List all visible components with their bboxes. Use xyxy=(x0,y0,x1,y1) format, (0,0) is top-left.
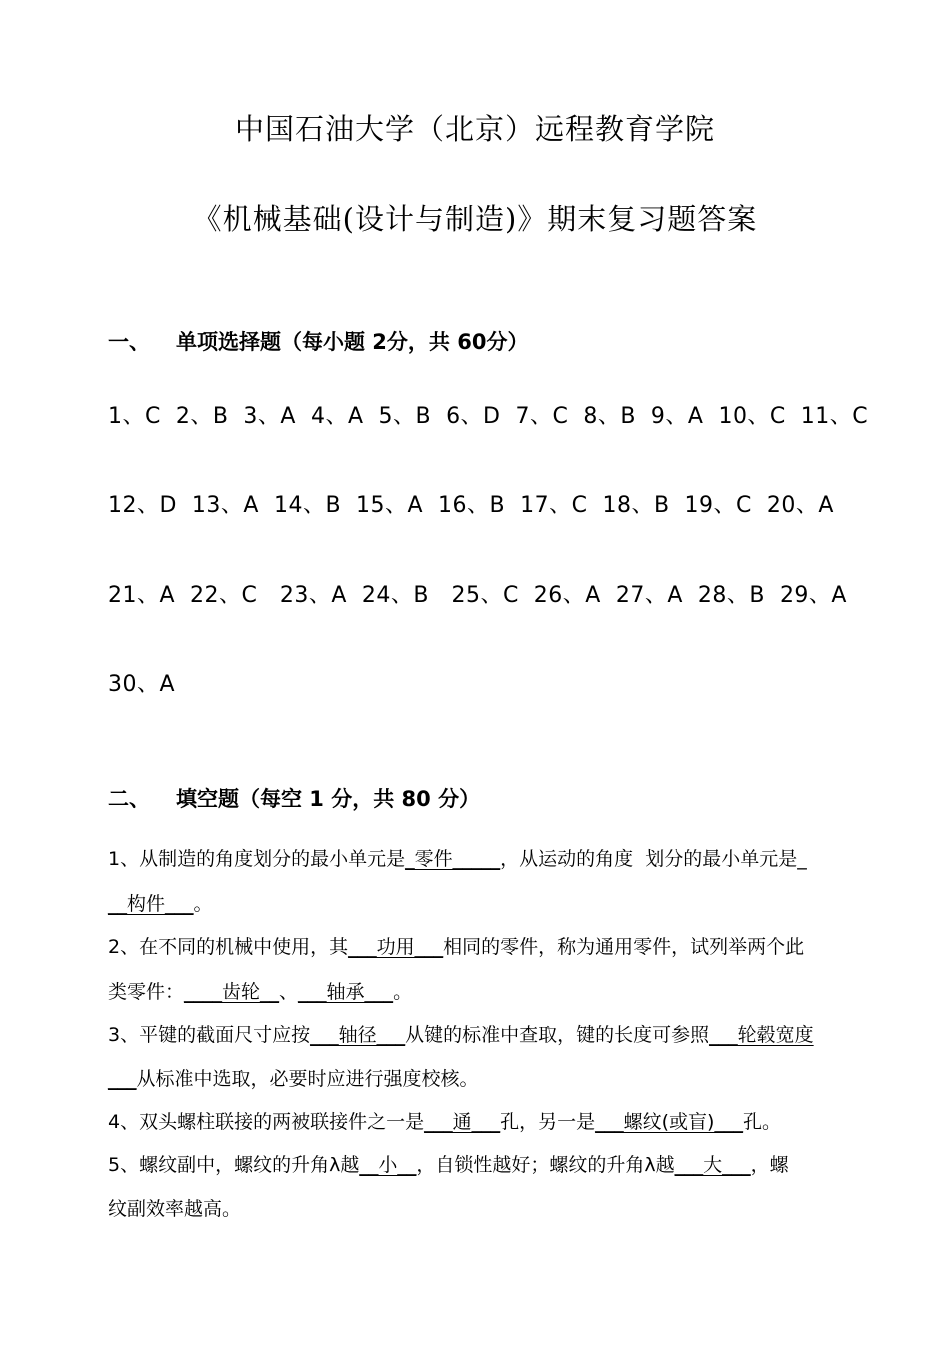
fill-text: 5、螺纹副中，螺纹的升角λ越 xyxy=(108,1154,360,1176)
fill-line xyxy=(108,1194,241,1221)
fill-text: ，从运动的角度 划分的最小单元是_ xyxy=(500,848,807,870)
fill-line xyxy=(108,1064,479,1091)
fill-text: 4、双头螺柱联接的两被联接件之一是 xyxy=(108,1111,425,1133)
fill-answer: __小__ xyxy=(359,1154,417,1176)
section-number: 一、 xyxy=(108,330,150,354)
fill-answer: ___功用___ xyxy=(348,936,444,958)
fill-answer: __构件___ xyxy=(108,893,194,915)
section-title: 填空题（每空 1 分，共 80 分） xyxy=(176,787,481,811)
section-heading-choice xyxy=(108,326,528,356)
fill-text: ，自锁性越好；螺纹的升角λ越 xyxy=(416,1154,675,1176)
fill-text: 孔，另一是 xyxy=(500,1111,596,1133)
fill-answer: ___螺纹(或盲)___ xyxy=(595,1111,743,1133)
fill-answer: ___轴承___ xyxy=(298,981,394,1003)
answer-line: 12、D 13、A 14、B 15、A 16、B 17、C 18、B 19、C 20、A xyxy=(108,493,834,518)
fill-text: 孔。 xyxy=(742,1111,781,1133)
fill-text: 从键的标准中查取，键的长度可参照 xyxy=(405,1024,710,1046)
fill-line xyxy=(108,844,807,871)
fill-line xyxy=(108,932,804,959)
fill-answer: ___轮毂宽度 xyxy=(709,1024,814,1046)
fill-answer: _零件_____ xyxy=(405,848,501,870)
fill-line xyxy=(108,1150,789,1177)
section-number: 二、 xyxy=(108,787,150,811)
fill-line xyxy=(108,889,213,916)
fill-answer: ___轴径___ xyxy=(310,1024,406,1046)
fill-text: 3、平键的截面尺寸应按 xyxy=(108,1024,311,1046)
fill-text: 类零件： xyxy=(108,981,185,1003)
fill-answer: ____齿轮__ xyxy=(184,981,280,1003)
fill-text: 。 xyxy=(193,893,213,915)
fill-text: 、 xyxy=(279,981,299,1003)
fill-line xyxy=(108,977,412,1004)
fill-text: 1、从制造的角度划分的最小单元是 xyxy=(108,848,406,870)
fill-text: 纹副效率越高。 xyxy=(108,1198,242,1220)
section-heading-fill xyxy=(108,783,480,813)
section-title: 单项选择题（每小题 2分，共 60分） xyxy=(176,330,529,354)
fill-answer: ___通___ xyxy=(424,1111,501,1133)
fill-text: ，螺 xyxy=(750,1154,789,1176)
fill-text: 从标准中选取，必要时应进行强度校核。 xyxy=(136,1068,479,1090)
fill-line xyxy=(108,1107,781,1134)
fill-text: 2、在不同的机械中使用，其 xyxy=(108,936,349,958)
fill-text: 。 xyxy=(393,981,413,1003)
answer-line: 1、C 2、B 3、A 4、A 5、B 6、D 7、C 8、B 9、A 10、C 11、C xyxy=(108,404,869,429)
fill-text: 相同的零件，称为通用零件，试列举两个此 xyxy=(443,936,805,958)
answer-line: 21、A 22、C 23、A 24、B 25、C 26、A 27、A 28、B 29、A xyxy=(108,583,847,608)
fill-line xyxy=(108,1020,814,1047)
fill-answer: ___大___ xyxy=(674,1154,751,1176)
answer-line: 30、A xyxy=(108,672,176,697)
document-subtitle: 《机械基础(设计与制造)》期末复习题答案 xyxy=(192,202,758,236)
fill-answer: ___ xyxy=(108,1068,137,1090)
document-title: 中国石油大学（北京）远程教育学院 xyxy=(234,112,715,146)
